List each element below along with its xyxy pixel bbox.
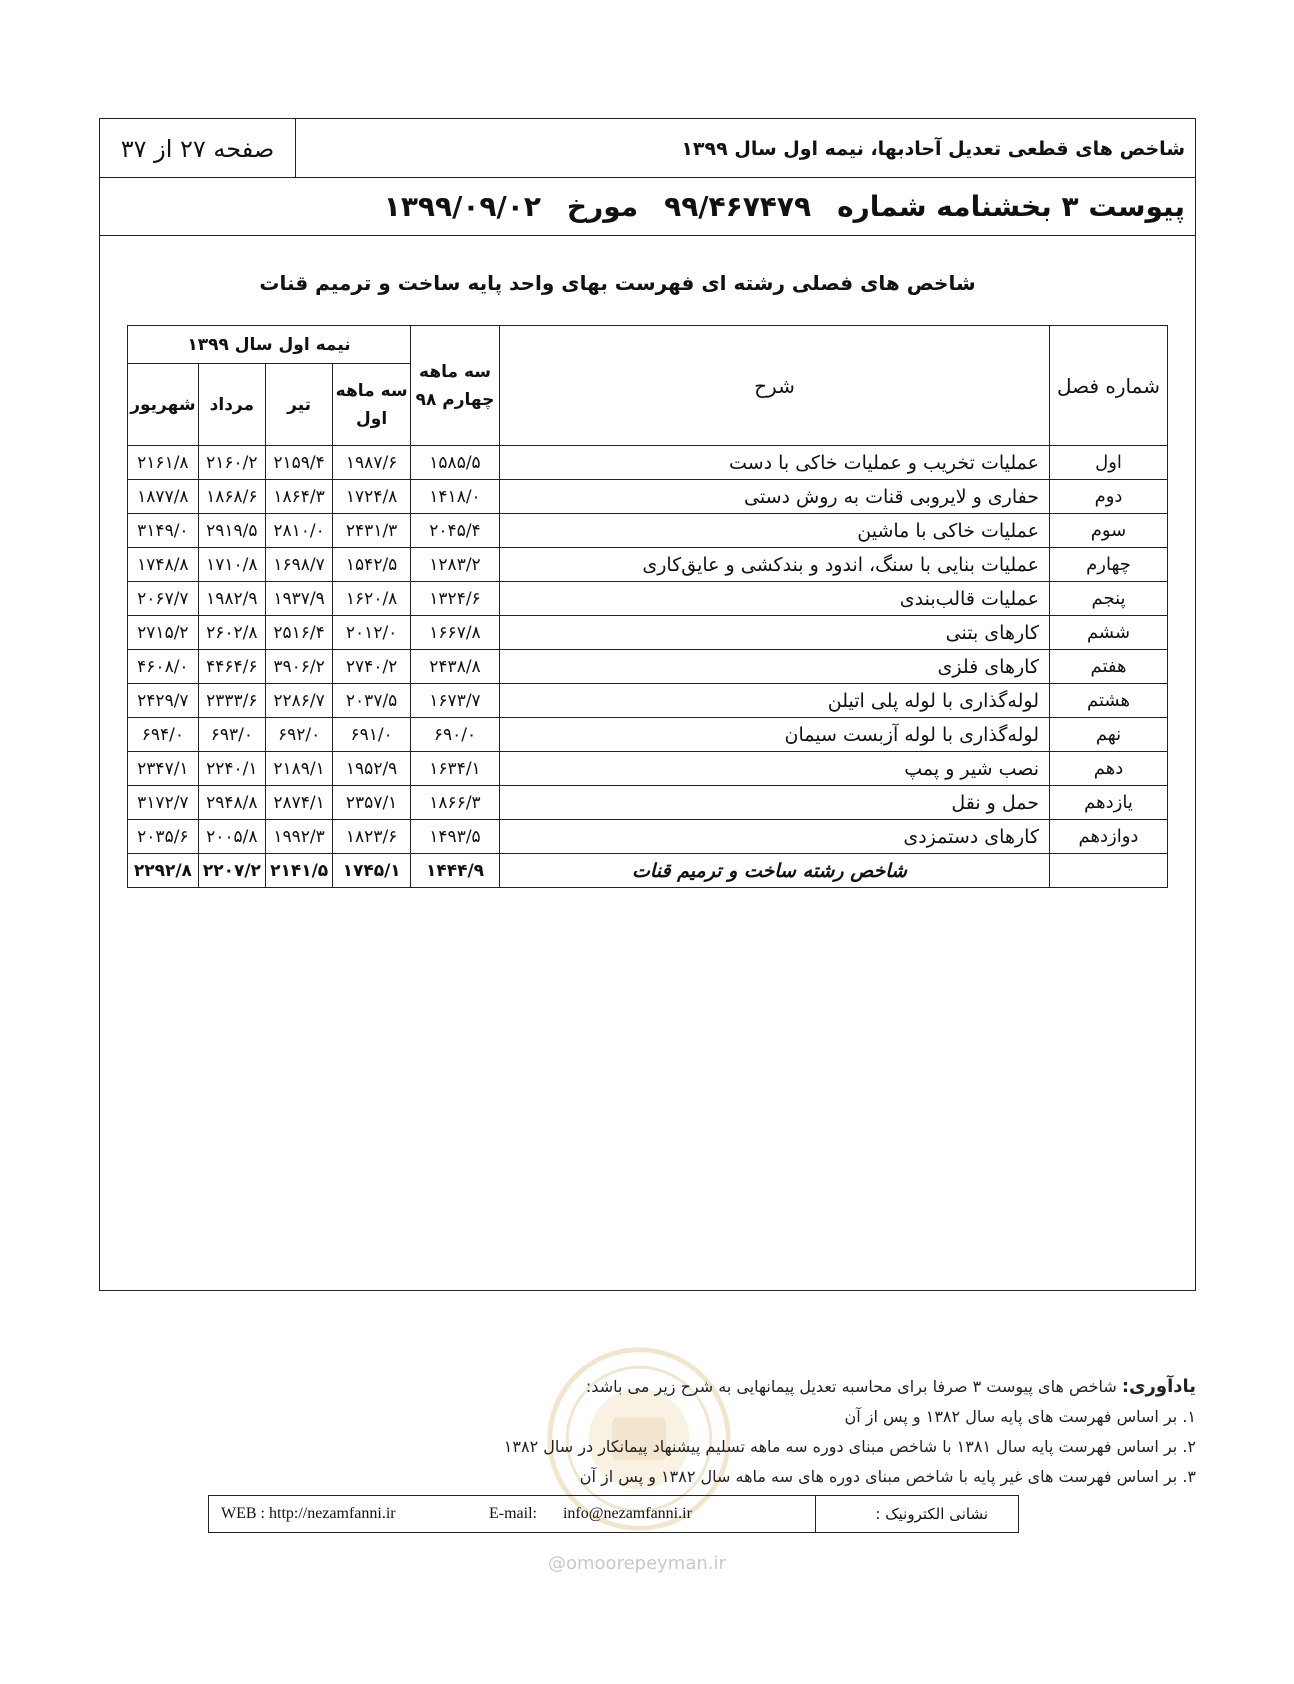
description-cell: لوله‌گذاری با لوله پلی اتیلن: [500, 684, 1050, 718]
document-title: شاخص های قطعی تعدیل آحادبها، نیمه اول سال ۱۳۹۹: [681, 137, 1185, 160]
page-indicator: صفحه ۲۷ از ۳۷: [100, 119, 296, 178]
value-cell-mordad: ۱۸۶۸/۶: [198, 480, 265, 514]
value-cell-q1: ۲۰۱۲/۰: [333, 616, 411, 650]
header-q4-98-line2: چهارم ۹۸: [415, 389, 495, 410]
watermark: @omoorepeyman.ir: [548, 1553, 726, 1574]
table-row: [128, 786, 1168, 820]
total-value-cell-q4-98: ۱۴۴۴/۹: [411, 854, 500, 888]
table-body: [128, 446, 1168, 888]
contact-label: نشانی الکترونیک :: [815, 1496, 1018, 1532]
index-table: [127, 325, 1168, 888]
value-cell-tir: ۶۹۲/۰: [265, 718, 332, 752]
total-value-cell-tir: ۲۱۴۱/۵: [265, 854, 332, 888]
value-cell-tir: ۲۵۱۶/۴: [265, 616, 332, 650]
chapter-cell: دوازدهم: [1050, 820, 1168, 854]
description-cell: عملیات قالب‌بندی: [500, 582, 1050, 616]
value-cell-tir: ۳۹۰۶/۲: [265, 650, 332, 684]
remarks-intro: شاخص های پیوست ۳ صرفا برای محاسبه تعدیل پیمانهایی به شرح زیر می باشد:: [585, 1377, 1117, 1396]
value-cell-mordad: ۲۹۱۹/۵: [198, 514, 265, 548]
header-row: [100, 119, 1195, 178]
remarks: [376, 1372, 1196, 1492]
value-cell-q4-98: ۱۳۲۴/۶: [411, 582, 500, 616]
chapter-cell: اول: [1050, 446, 1168, 480]
value-cell-q4-98: ۱۸۶۶/۳: [411, 786, 500, 820]
table-row: [128, 718, 1168, 752]
table-row: [128, 752, 1168, 786]
value-cell-q1: ۲۴۳۱/۳: [333, 514, 411, 548]
value-cell-mordad: ۲۳۳۳/۶: [198, 684, 265, 718]
chapter-cell: دوم: [1050, 480, 1168, 514]
header-q1: [333, 364, 411, 446]
table-row: [128, 548, 1168, 582]
value-cell-mordad: ۶۹۳/۰: [198, 718, 265, 752]
dated-label: مورخ: [566, 190, 639, 223]
description-cell: عملیات بنایی با سنگ، اندود و بندکشی و عایق‌کاری: [500, 548, 1050, 582]
value-cell-shahrivar: ۲۰۶۷/۷: [128, 582, 199, 616]
circular-number: ۹۹/۴۶۷۴۷۹: [664, 190, 812, 223]
remarks-label: یادآوری:: [1121, 1376, 1196, 1397]
value-cell-shahrivar: ۱۷۴۸/۸: [128, 548, 199, 582]
header-tir: تیر: [265, 364, 332, 446]
annex-header: [100, 178, 1195, 236]
header-q1-line2: اول: [356, 408, 388, 429]
total-description-cell: شاخص رشته ساخت و ترمیم قنات: [500, 854, 1050, 888]
value-cell-q1: ۱۷۲۴/۸: [333, 480, 411, 514]
value-cell-mordad: ۲۶۰۲/۸: [198, 616, 265, 650]
value-cell-q1: ۲۷۴۰/۲: [333, 650, 411, 684]
remarks-intro-line: [376, 1372, 1196, 1402]
header-mordad: مرداد: [198, 364, 265, 446]
value-cell-shahrivar: ۳۱۷۲/۷: [128, 786, 199, 820]
remarks-item: ۳. بر اساس فهرست های غیر پایه با شاخص مبنای دوره های سه ماهه سال ۱۳۸۲ و پس از آن: [579, 1467, 1196, 1486]
value-cell-tir: ۲۱۵۹/۴: [265, 446, 332, 480]
table-row: [128, 684, 1168, 718]
description-cell: لوله‌گذاری با لوله آزبست سیمان: [500, 718, 1050, 752]
value-cell-q4-98: ۱۲۸۳/۲: [411, 548, 500, 582]
table-row: [128, 820, 1168, 854]
value-cell-shahrivar: ۲۱۶۱/۸: [128, 446, 199, 480]
value-cell-shahrivar: ۳۱۴۹/۰: [128, 514, 199, 548]
chapter-cell: چهارم: [1050, 548, 1168, 582]
value-cell-shahrivar: ۲۰۳۵/۶: [128, 820, 199, 854]
description-cell: عملیات تخریب و عملیات خاکی با دست: [500, 446, 1050, 480]
header-first-half-1399: نیمه اول سال ۱۳۹۹: [128, 326, 411, 364]
header-shahrivar: شهریور: [128, 364, 199, 446]
value-cell-q1: ۱۹۵۲/۹: [333, 752, 411, 786]
table-row: [128, 514, 1168, 548]
value-cell-shahrivar: ۶۹۴/۰: [128, 718, 199, 752]
value-cell-tir: ۲۱۸۹/۱: [265, 752, 332, 786]
value-cell-q1: ۱۸۲۳/۶: [333, 820, 411, 854]
value-cell-mordad: ۴۴۶۴/۶: [198, 650, 265, 684]
web-link[interactable]: WEB : http://nezamfanni.ir: [221, 1505, 396, 1522]
value-cell-q4-98: ۱۶۳۴/۱: [411, 752, 500, 786]
value-cell-tir: ۲۸۷۴/۱: [265, 786, 332, 820]
value-cell-shahrivar: ۲۴۲۹/۷: [128, 684, 199, 718]
value-cell-shahrivar: ۲۳۴۷/۱: [128, 752, 199, 786]
description-cell: حفاری و لایروبی قنات به روش دستی: [500, 480, 1050, 514]
value-cell-mordad: ۱۹۸۲/۹: [198, 582, 265, 616]
value-cell-mordad: ۲۹۴۸/۸: [198, 786, 265, 820]
value-cell-tir: ۱۶۹۸/۷: [265, 548, 332, 582]
value-cell-q1: ۱۹۸۷/۶: [333, 446, 411, 480]
value-cell-mordad: ۲۱۶۰/۲: [198, 446, 265, 480]
value-cell-shahrivar: ۴۶۰۸/۰: [128, 650, 199, 684]
value-cell-q4-98: ۲۰۴۵/۴: [411, 514, 500, 548]
description-cell: کارهای بتنی: [500, 616, 1050, 650]
remarks-item: ۱. بر اساس فهرست های پایه سال ۱۳۸۲ و پس از آن: [844, 1407, 1196, 1426]
annex-line: [358, 190, 1185, 223]
value-cell-mordad: ۱۷۱۰/۸: [198, 548, 265, 582]
value-cell-tir: ۱۹۹۲/۳: [265, 820, 332, 854]
value-cell-q4-98: ۱۶۶۷/۸: [411, 616, 500, 650]
value-cell-q1: ۱۵۴۲/۵: [333, 548, 411, 582]
email-label: E-mail:: [489, 1505, 537, 1522]
value-cell-shahrivar: ۲۷۱۵/۲: [128, 616, 199, 650]
chapter-cell: نهم: [1050, 718, 1168, 752]
total-value-cell-shahrivar: ۲۲۹۲/۸: [128, 854, 199, 888]
value-cell-tir: ۲۸۱۰/۰: [265, 514, 332, 548]
table-row: [128, 446, 1168, 480]
value-cell-shahrivar: ۱۸۷۷/۸: [128, 480, 199, 514]
chapter-cell: ششم: [1050, 616, 1168, 650]
value-cell-q4-98: ۲۴۳۸/۸: [411, 650, 500, 684]
value-cell-tir: ۲۲۸۶/۷: [265, 684, 332, 718]
value-cell-q4-98: ۱۶۷۳/۷: [411, 684, 500, 718]
total-row: [128, 854, 1168, 888]
header-q4-98: [411, 326, 500, 446]
header-chapter: شماره فصل: [1050, 326, 1168, 446]
header-description: شرح: [500, 326, 1050, 446]
value-cell-tir: ۱۸۶۴/۳: [265, 480, 332, 514]
value-cell-q1: ۲۳۵۷/۱: [333, 786, 411, 820]
value-cell-q4-98: ۱۴۹۳/۵: [411, 820, 500, 854]
description-cell: عملیات خاکی با ماشین: [500, 514, 1050, 548]
table-row: [128, 582, 1168, 616]
table-row: [128, 480, 1168, 514]
value-cell-mordad: ۲۰۰۵/۸: [198, 820, 265, 854]
email-link[interactable]: info@nezamfanni.ir: [562, 1505, 692, 1522]
remarks-item: ۲. بر اساس فهرست پایه سال ۱۳۸۱ با شاخص مبنای دوره سه ماهه تسلیم پیشنهاد پیمانکار در سال ۱۳۸۲: [503, 1437, 1196, 1456]
email-block: [489, 1496, 692, 1532]
chapter-cell: سوم: [1050, 514, 1168, 548]
total-chapter-cell: [1050, 854, 1168, 888]
total-value-cell-mordad: ۲۲۰۷/۲: [198, 854, 265, 888]
table-row: [128, 650, 1168, 684]
header-q4-98-line1: سه ماهه: [419, 361, 491, 382]
value-cell-q1: ۶۹۱/۰: [333, 718, 411, 752]
description-cell: کارهای دستمزدی: [500, 820, 1050, 854]
value-cell-mordad: ۲۲۴۰/۱: [198, 752, 265, 786]
table-title: شاخص های فصلی رشته ای فهرست بهای واحد پایه ساخت و ترمیم قنات: [259, 271, 976, 295]
chapter-cell: هفتم: [1050, 650, 1168, 684]
total-value-cell-q1: ۱۷۴۵/۱: [333, 854, 411, 888]
page-frame: [99, 118, 1196, 1291]
description-cell: کارهای فلزی: [500, 650, 1050, 684]
contact-box: [208, 1495, 1019, 1533]
value-cell-tir: ۱۹۳۷/۹: [265, 582, 332, 616]
circular-date: ۱۳۹۹/۰۹/۰۲: [383, 190, 541, 223]
description-cell: حمل و نقل: [500, 786, 1050, 820]
chapter-cell: یازدهم: [1050, 786, 1168, 820]
value-cell-q1: ۱۶۲۰/۸: [333, 582, 411, 616]
description-cell: نصب شیر و پمپ: [500, 752, 1050, 786]
annex-title: پیوست ۳ بخشنامه شماره: [837, 190, 1185, 223]
value-cell-q4-98: ۶۹۰/۰: [411, 718, 500, 752]
value-cell-q1: ۲۰۳۷/۵: [333, 684, 411, 718]
chapter-cell: پنجم: [1050, 582, 1168, 616]
table-row: [128, 616, 1168, 650]
value-cell-q4-98: ۱۵۸۵/۵: [411, 446, 500, 480]
header-q1-line1: سه ماهه: [335, 380, 408, 401]
value-cell-q4-98: ۱۴۱۸/۰: [411, 480, 500, 514]
chapter-cell: دهم: [1050, 752, 1168, 786]
chapter-cell: هشتم: [1050, 684, 1168, 718]
